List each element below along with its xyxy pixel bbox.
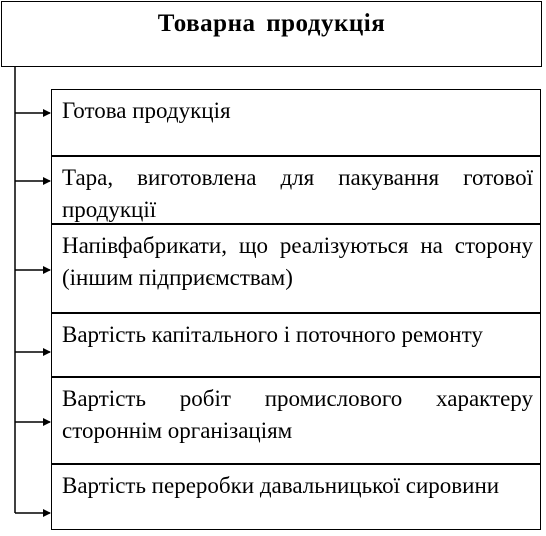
item-label: Напівфабрикати, що реалізуються на сторону (іншим підприємствам)	[62, 233, 533, 290]
item-box-industrial-works	[51, 377, 541, 464]
item-label: Вартість капітального і поточного ремонту	[62, 322, 483, 347]
item-box-tolling-raw-materials	[51, 464, 541, 530]
item-box-finished-products	[51, 89, 541, 156]
item-box-semi-finished	[51, 224, 541, 313]
item-label: Готова продукція	[62, 98, 231, 123]
root-node-title: Товарна продукція	[157, 10, 386, 37]
item-box-repair-cost	[51, 313, 541, 377]
item-box-packaging	[51, 156, 541, 224]
item-label: Вартість переробки давальницької сировини	[62, 473, 500, 498]
item-label: Тара, виготовлена для пакування готової продукції	[62, 165, 533, 222]
item-label: Вартість робіт промислового характеру стороннім організаціям	[62, 386, 533, 443]
